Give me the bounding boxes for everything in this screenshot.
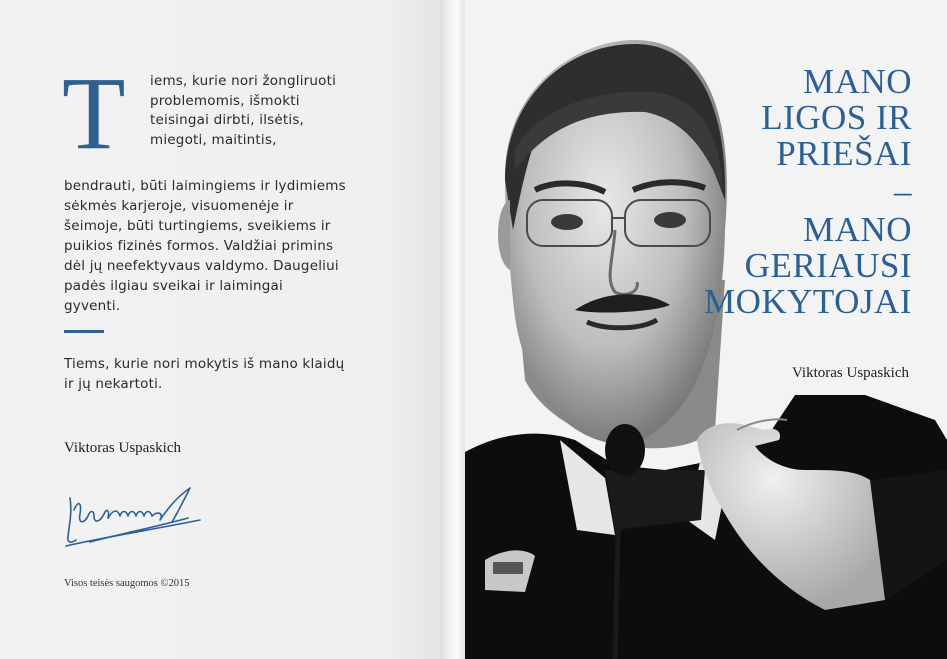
back-cover	[0, 0, 458, 659]
title-line: MANO	[803, 210, 912, 249]
description-line: dėl jų neefektyvaus valdymo. Daugeliui	[64, 258, 339, 274]
signature-image	[60, 480, 210, 555]
section-divider	[64, 330, 104, 333]
front-cover	[465, 0, 947, 659]
cover-author-name: Viktoras Uspaskich	[792, 365, 909, 381]
description-line: sėkmės karjeroje, visuomenėje ir	[64, 198, 294, 214]
dedication-line: ir jų nekartoti.	[64, 376, 163, 392]
author-name: Viktoras Uspaskich	[64, 440, 181, 456]
intro-line: problemomis, išmokti	[150, 92, 300, 109]
description-line: puikios fizinės formos. Valdžiai primins	[64, 238, 334, 254]
title-dash: –	[894, 172, 912, 211]
intro-line: teisingai dirbti, ilsėtis,	[150, 112, 305, 128]
dedication-line: Tiems, kurie nori mokytis iš mano klaidų	[64, 356, 345, 372]
description-line: šeimoje, būti turtingiems, sveikiems ir	[64, 218, 331, 234]
title-line: GERIAUSI	[744, 246, 912, 285]
description-text	[64, 176, 384, 316]
book-title	[704, 64, 912, 320]
intro-line: iems, kurie nori žongliruoti	[150, 73, 337, 89]
title-line: LIGOS IR	[761, 98, 912, 137]
intro-line: miegoti, maitintis,	[150, 131, 277, 148]
intro-text	[150, 72, 400, 150]
copyright-notice: Visos teisės saugomos ©2015	[64, 578, 190, 589]
drop-cap: T	[62, 56, 126, 171]
description-line: gyventi.	[64, 298, 121, 314]
title-line: MANO	[803, 62, 912, 101]
title-line: PRIEŠAI	[776, 134, 912, 173]
dedication-text	[64, 354, 384, 394]
description-line: bendrauti, būti laimingiems ir lydimiems	[64, 178, 346, 194]
description-line: padės ilgiau sveikai ir laimingai	[64, 278, 283, 294]
title-line: MOKYTOJAI	[703, 282, 912, 321]
